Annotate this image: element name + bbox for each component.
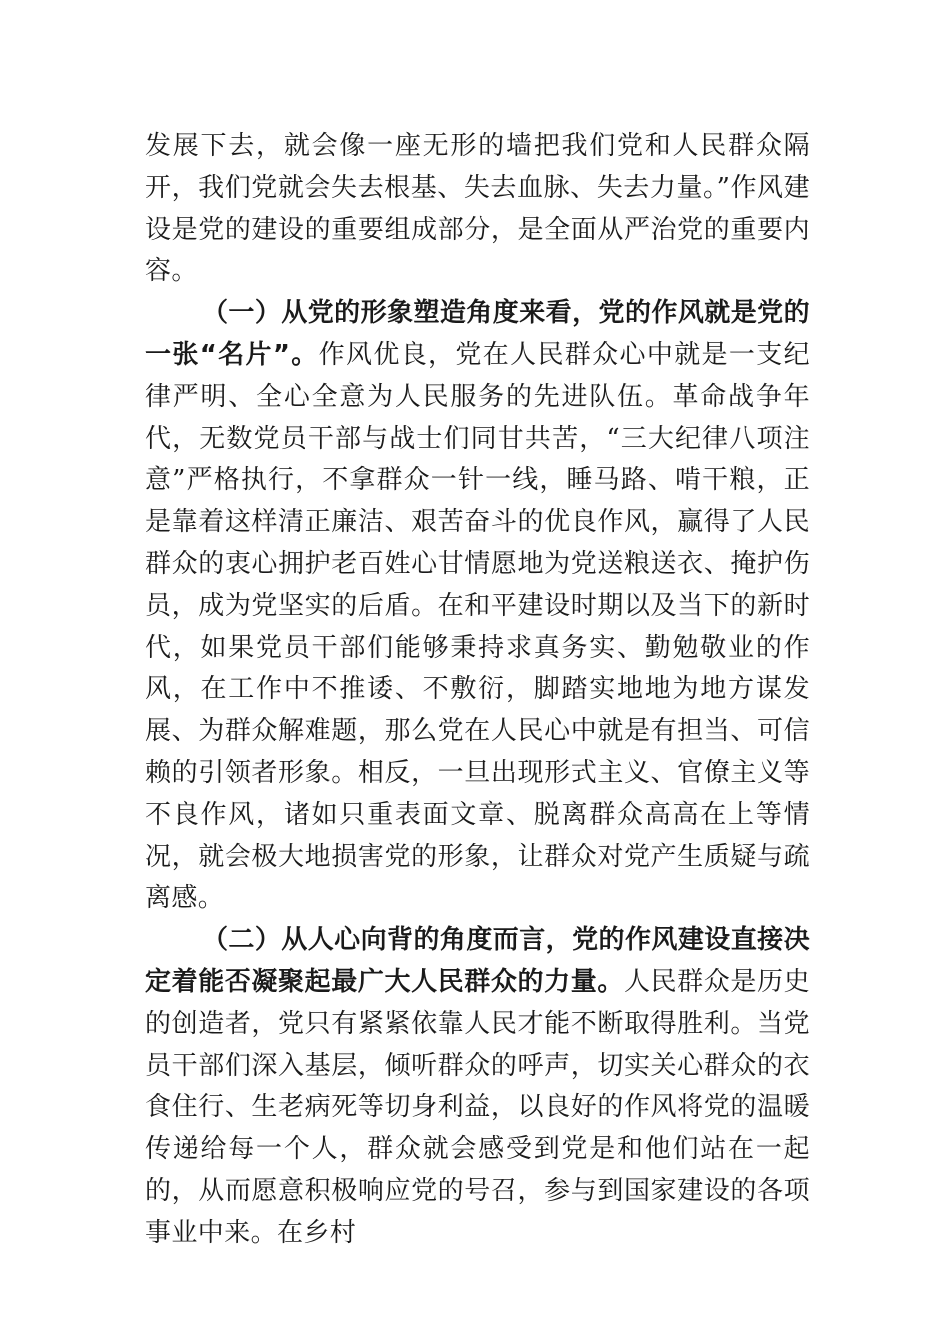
document-page — [145, 126, 810, 1255]
paragraph-text: 作风优良，党在人民群众心中就是一支纪律严明、全心全意为人民服务的先进队伍。革命战争年代，无数党员干部与战士们同甘共苦，“三大纪律八项注意”严格执行，不拿群众一针一线，睡马路、啃干粮，正是靠着这样清正廉洁、艰苦奋斗的优良作风，赢得了人民群众的衷心拥护老百姓心甘情愿地为党送粮送衣、掩护伤员，成为党坚实的后盾。在和平建设时期以及当下的新时代，如果党员干部们能够秉持求真务实、勤勉敬业的作风，在工作中不推诿、不敷衍，脚踏实地地为地方谋发展、为群众解难题，那么党在人民心中就是有担当、可信赖的引领者形象。相反，一旦出现形式主义、官僚主义等不良作风，诸如只重表面文章、脱离群众高高在上等情况，就会极大地损害党的形象，让群众对党产生质疑与疏离感。 — [145, 339, 810, 914]
paragraph-text: 人民群众是历史的创造者，党只有紧紧依靠人民才能不断取得胜利。当党员干部们深入基层，倾听群众的呼声，切实关心群众的衣食住行、生老病死等切身利益，以良好的作风将党的温暖传递给每一个人，群众就会感受到党是和他们站在一起的，从而愿意积极响应党的号召，参与到国家建设的各项事业中来。在乡村 — [145, 966, 810, 1248]
paragraph-continuation — [145, 126, 810, 293]
paragraph-text: 发展下去，就会像一座无形的墙把我们党和人民群众隔开，我们党就会失去根基、失去血脉、失去力量。”作风建设是党的建设的重要组成部分，是全面从严治党的重要内容。 — [145, 131, 810, 287]
paragraph-section-2 — [145, 920, 810, 1254]
section-heading: （二）从人心向背的角度而言，党的作风建设直接决定着能否凝聚起最广大人民群众的力量。 — [145, 925, 810, 997]
section-heading: （一）从党的形象塑造角度来看，党的作风就是党的一张“名片”。 — [145, 298, 810, 370]
paragraph-section-1 — [145, 293, 810, 920]
